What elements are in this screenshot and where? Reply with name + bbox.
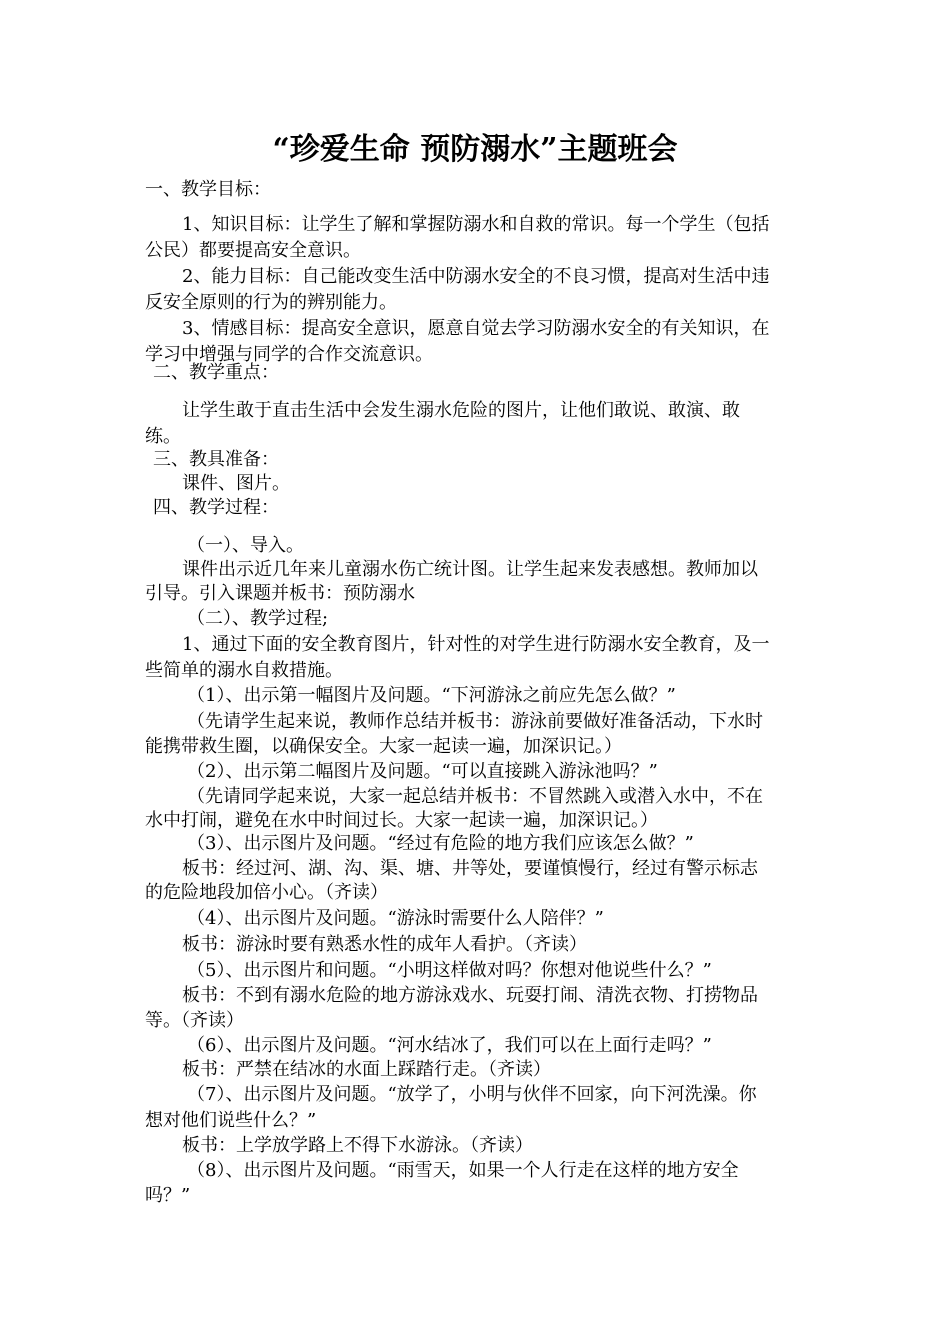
paragraph-line: 板书：游泳时要有熟悉水性的成年人看护。（齐读） [182,934,587,955]
paragraph-line: 板书：上学放学路上不得下水游泳。（齐读） [182,1135,533,1156]
paragraph-line: 练。 [145,426,181,447]
section-heading-key-points: 二、教学重点： [153,362,279,383]
paragraph-line: （3）、出示图片及问题。“经过有危险的地方我们应该怎么做？” [187,833,694,854]
paragraph-line: （7）、出示图片及问题。“放学了，小明与伙伴不回家，向下河洗澡。你 [187,1084,757,1105]
paragraph-line: （2）、出示第二幅图片及问题。“可以直接跳入游泳池吗？” [187,761,658,782]
paragraph-line: （1）、出示第一幅图片及问题。“下河游泳之前应先怎么做？” [187,685,676,706]
paragraph-line: （先请同学起来说，大家一起总结并板书：不冒然跳入或潜入水中，不在 [187,786,763,807]
paragraph-line: 等。（齐读） [145,1010,244,1031]
paragraph-line: 的危险地段加倍小心。（齐读） [145,882,388,903]
paragraph-line: 些简单的溺水自救措施。 [145,660,343,681]
paragraph-line: （先请学生起来说，教师作总结并板书：游泳前要做好准备活动，下水时 [187,711,763,732]
paragraph-line: 吗？” [145,1185,191,1206]
paragraph-line: （4）、出示图片及问题。“游泳时需要什么人陪伴？” [187,908,604,929]
paragraph-line: 板书：经过河、湖、沟、渠、塘、井等处，要谨慎慢行，经过有警示标志 [182,858,758,879]
paragraph-line: 课件、图片。 [182,473,290,494]
paragraph-line: （5）、出示图片和问题。“小明这样做对吗？你想对他说些什么？” [187,960,712,981]
paragraph-line: 水中打闹，避免在水中时间过长。大家一起读一遍，加深识记。） [145,810,658,831]
paragraph-line: 学习中增强与同学的合作交流意识。 [145,344,433,365]
paragraph-line: 能携带救生圈，以确保安全。大家一起读一遍，加深识记。） [145,736,622,757]
paragraph-line: 2、能力目标：自己能改变生活中防溺水安全的不良习惯，提高对生活中违 [182,266,770,287]
subsection-heading: （一）、导入。 [187,535,304,556]
document-title: “珍爱生命 预防溺水”主题班会 [272,132,678,167]
paragraph-line: （6）、出示图片及问题。“河水结冰了，我们可以在上面行走吗？” [187,1035,712,1056]
paragraph-line: 想对他们说些什么？” [145,1110,317,1131]
paragraph-line: 1、通过下面的安全教育图片，针对性的对学生进行防溺水安全教育，及一 [182,634,770,655]
paragraph-line: 公民）都要提高安全意识。 [145,240,361,261]
section-heading-objectives: 一、教学目标： [145,179,271,200]
paragraph-line: 让学生敢于直击生活中会发生溺水危险的图片，让他们敢说、敢演、敢 [182,400,740,421]
paragraph-line: 板书：不到有溺水危险的地方游泳戏水、玩耍打闹、清洗衣物、打捞物品 [182,985,758,1006]
paragraph-line: 1、知识目标：让学生了解和掌握防溺水和自救的常识。每一个学生（包括 [182,214,770,235]
paragraph-line: 反安全原则的行为的辨别能力。 [145,292,397,313]
paragraph-line: 课件出示近几年来儿童溺水伤亡统计图。让学生起来发表感想。教师加以 [182,559,758,580]
section-heading-process: 四、教学过程： [153,497,279,518]
paragraph-line: （8）、出示图片及问题。“雨雪天，如果一个人行走在这样的地方安全 [187,1160,739,1181]
paragraph-line: 引导。引入课题并板书：预防溺水 [145,583,415,604]
paragraph-line: 3、情感目标：提高安全意识，愿意自觉去学习防溺水安全的有关知识，在 [182,318,770,339]
subsection-heading: （二）、教学过程; [187,608,329,629]
section-heading-materials: 三、教具准备： [153,449,279,470]
paragraph-line: 板书：严禁在结冰的水面上踩踏行走。（齐读） [182,1059,551,1080]
